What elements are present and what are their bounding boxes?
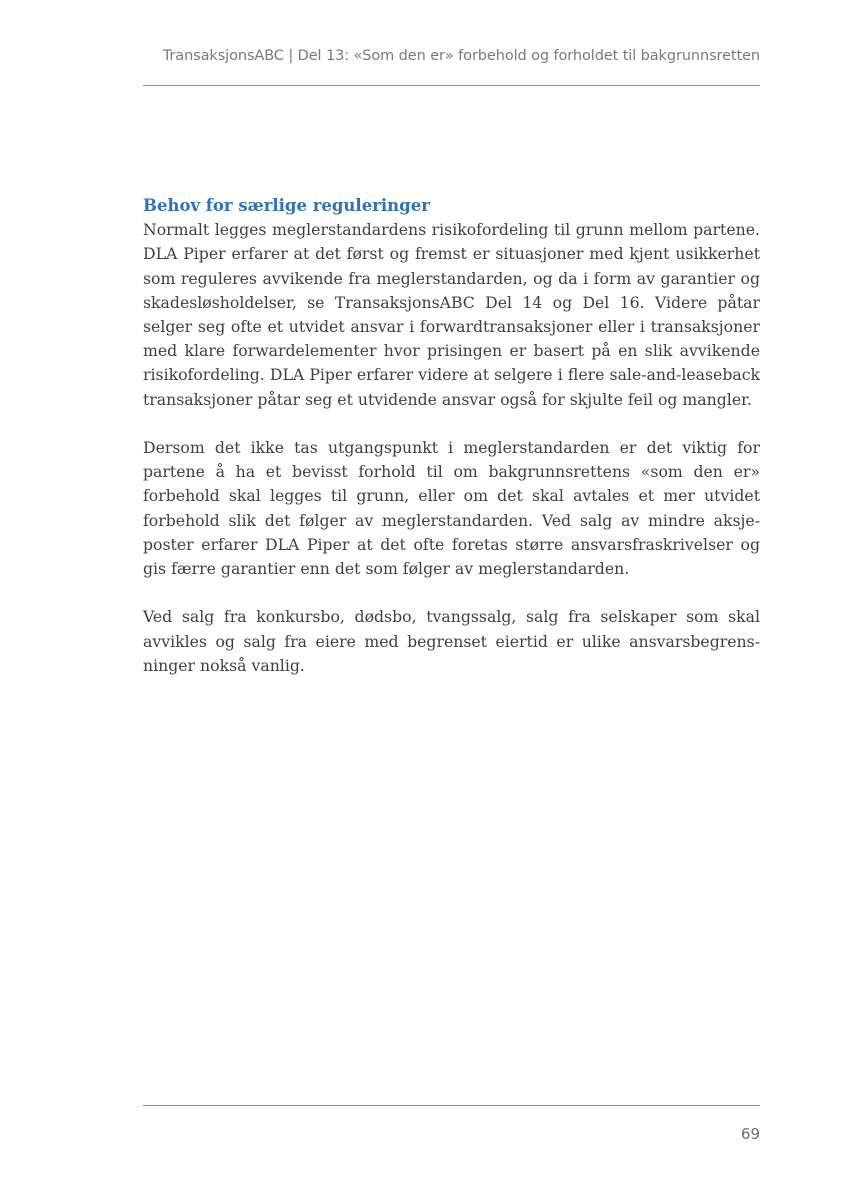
footer-divider [143,1105,760,1106]
paragraph-2: Dersom det ikke tas utgangspunkt i meglerstandarden er det viktig for partene å ha et bevisst forhold til om bakgrunnsrettens «som den er» forbehold skal legges til grunn, eller om det skal avtales et mer utvidet forbehold slik det følger av meglerstandarden. Ved salg av mindre aksjeposter erfarer DLA Piper at det ofte foretas større ansvarsfraskrivelser og gis færre garantier enn det som følger av meglerstandarden. [143,438,760,579]
page-number: 69 [740,1125,760,1143]
main-content [143,194,760,702]
paragraph-1: Normalt legges meglerstandardens risikofordeling til grunn mellom partene. DLA Piper erfarer at det først og fremst er situasjoner med kjent usikkerhet som reguleres avvikende fra meglerstandarden, og da i form av garantier og skadesløsholdelser, se TransaksjonsABC Del 14 og Del 16. Videre påtar selger seg ofte et utvidet ansvar i forwardtransaksjoner eller i transaksjoner med klare forwardelementer hvor prisingen er basert på en slik avvikende risikofordeling. DLA Piper erfarer videre at selgere i flere sale-and-leaseback transaksjoner påtar seg et utvidende ansvar også for skjulte feil og mangler. [143,220,760,409]
section-heading: Behov for særlige reguleringer [143,196,430,215]
paragraph-3: Ved salg fra konkursbo, dødsbo, tvangssalg, salg fra selskaper som skal avvikles og salg fra eiere med begrenset eiertid er ulike ansvarsbegrensninger nokså vanlig. [143,607,760,675]
header-divider [143,85,760,86]
running-header: TransaksjonsABC | Del 13: «Som den er» forbehold og forholdet til bakgrunnsretten [162,48,760,64]
